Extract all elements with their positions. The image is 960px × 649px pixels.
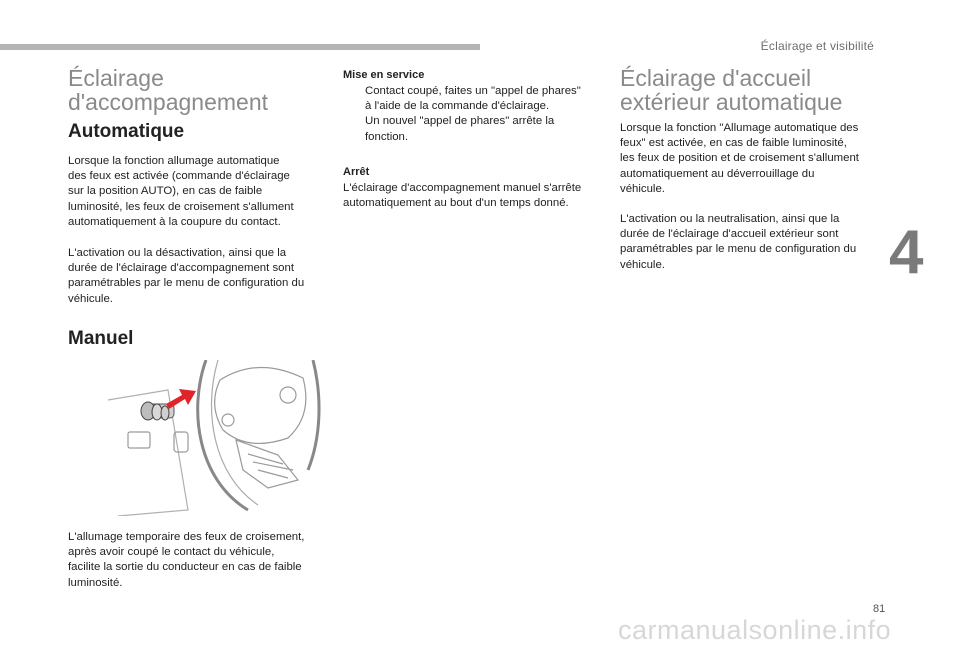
paragraph-manuel: L'allumage temporaire des feux de croisement, après avoir coupé le contact du véhicule, facilite la sortie du conducteur en cas de faible luminosité. — [68, 531, 305, 589]
section-heading-manuel: Manuel — [68, 328, 134, 349]
running-title: Éclairage et visibilité — [760, 39, 874, 53]
subheading-arret: Arrêt — [343, 166, 370, 178]
page-number: 81 — [873, 603, 886, 615]
subheading-mise-en-service: Mise en service — [343, 69, 425, 81]
paragraph-auto-2: L'activation ou la désactivation, ainsi que la durée de l'éclairage d'accompagnement sont paramétrables par le menu de configuration du véhicule. — [68, 247, 305, 305]
paragraph-arret: L'éclairage d'accompagnement manuel s'arrête automatiquement au bout d'un temps donné. — [343, 182, 582, 210]
list-item: Un nouvel "appel de phares" arrête la fonction. — [365, 115, 555, 143]
paragraph-auto-1: Lorsque la fonction allumage automatique des feux est activée (commande d'éclairage sur la position AUTO), en cas de faible luminosité, les feux de croisement s'allument automatiquement à la coupure du contact. — [68, 155, 294, 228]
paragraph-accueil-1: Lorsque la fonction "Allumage automatique des feux" est activée, en cas de faible luminosité, les feux de position et de croisement s'allument automatiquement au déverrouillage du véhicule. — [620, 122, 859, 195]
paragraph-accueil-2: L'activation ou la neutralisation, ainsi que la durée de l'éclairage d'accueil extérieur sont paramétrables par le menu de configuration du véhicule. — [620, 213, 857, 271]
header-rule — [0, 44, 480, 50]
instruction-list — [343, 84, 601, 145]
list-item: Contact coupé, faites un "appel de phares" à l'aide de la commande d'éclairage. — [365, 85, 581, 113]
steering-wheel-illustration — [108, 360, 324, 516]
right-title: Éclairage d'accueil extérieur automatique — [620, 65, 843, 115]
watermark: carmanualsonline.info — [618, 615, 892, 645]
left-title: Éclairage d'accompagnement — [68, 65, 269, 115]
chapter-number: 4 — [889, 218, 924, 287]
section-heading-automatique: Automatique — [68, 121, 185, 142]
direction-arrow-icon — [166, 389, 196, 409]
